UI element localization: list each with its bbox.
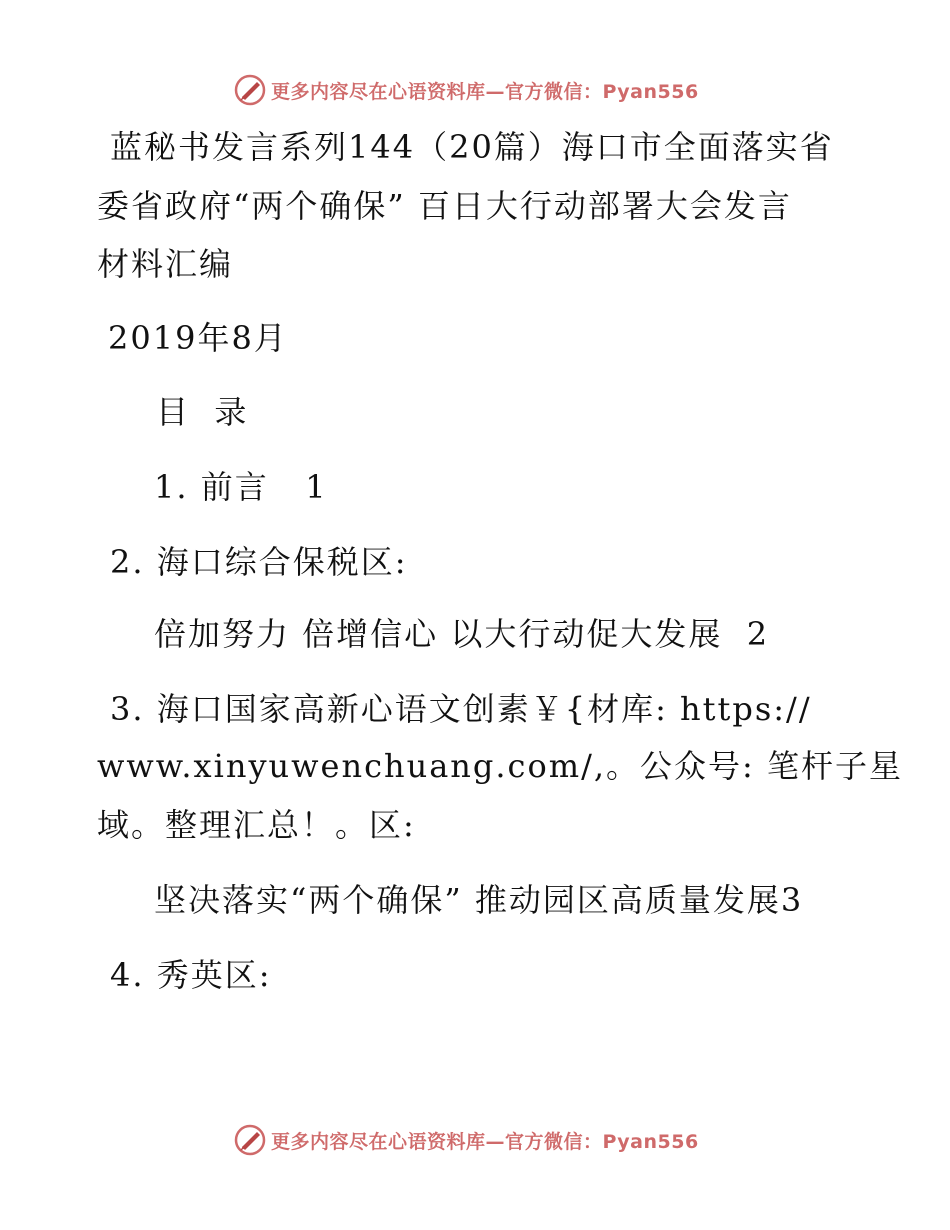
toc-item-1: 1. 前言 1 (154, 468, 328, 506)
toc-item-3-subtitle: 坚决落实“两个确保” 推动园区高质量发展3 (154, 881, 804, 919)
toc-item-4: 4. 秀英区: (110, 956, 272, 994)
toc-heading: 目 录 (156, 393, 249, 431)
title-line-3: 材料汇编 (97, 245, 234, 283)
banner-text: 更多内容尽在心语资料库—官方微信：Pyan556 (271, 80, 699, 103)
toc-item-3-cont: www.xinyuwenchuang.com/,。公众号: 笔杆子星 (97, 747, 903, 785)
header-banner (233, 72, 713, 108)
title-line-2: 委省政府“两个确保” 百日大行动部署大会发言 (97, 187, 792, 225)
toc-item-3-cont-2: 域。整理汇总！。区: (97, 806, 416, 844)
toc-item-3: 3. 海口国家高新心语文创素￥{材库: https:// (110, 690, 812, 728)
brush-logo-icon (233, 73, 267, 107)
footer-banner (233, 1122, 713, 1158)
toc-item-2-subtitle: 倍加努力 倍增信心 以大行动促大发展 2 (154, 615, 770, 653)
banner-text: 更多内容尽在心语资料库—官方微信：Pyan556 (271, 1130, 699, 1153)
document-date: 2019年8月 (108, 319, 288, 357)
brush-logo-icon (233, 1123, 267, 1157)
title-line-1: 蓝秘书发言系列144（20篇）海口市全面落实省 (110, 128, 834, 166)
toc-item-2: 2. 海口综合保税区: (110, 543, 408, 581)
